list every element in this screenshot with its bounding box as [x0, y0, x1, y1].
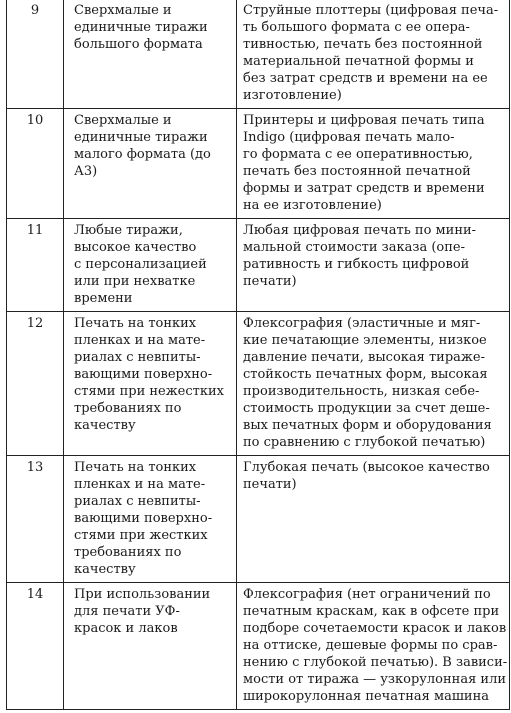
table-row: [7, 109, 510, 219]
condition-line: Любые тиражи,: [74, 223, 183, 238]
solution-line: без затрат средств и времени на ее: [243, 71, 488, 86]
solution-line: ративность и гибкость цифровой: [243, 257, 470, 272]
solution-line: вых печатных форм и оборудования: [243, 418, 492, 433]
solution-line: стоимость продукции за счет деше-: [243, 401, 490, 416]
solution-line: Принтеры и цифровая печать типа: [243, 113, 485, 128]
condition-line: риалах с невпиты-: [74, 350, 201, 365]
condition-line: А3): [74, 164, 98, 179]
condition-line: качеству: [74, 562, 136, 577]
table-row: [7, 583, 510, 710]
condition-line: высокое качество: [74, 240, 197, 255]
condition-line: времени: [74, 291, 133, 306]
solution-line: Флексография (нет ограничений по: [243, 587, 491, 602]
condition-line: единичные тиражи: [74, 20, 208, 35]
solution-line: широкорулонная печатная машина: [243, 689, 489, 704]
solution-line: мальной стоимости заказа (опе-: [243, 240, 465, 255]
condition-line: красок и лаков: [74, 621, 178, 636]
solution-cell: [237, 0, 510, 109]
condition-line: единичные тиражи: [74, 130, 208, 145]
condition-cell: [64, 109, 237, 219]
solution-line: на ее изготовление): [243, 198, 382, 213]
condition-line: При использовании: [74, 587, 211, 602]
condition-line: для печати УФ-: [74, 604, 180, 619]
solution-line: печати): [243, 477, 297, 492]
solution-line: печати): [243, 274, 297, 289]
condition-line: Печать на тонких: [74, 316, 197, 331]
row-number: 10: [7, 109, 64, 219]
condition-line: Сверхмалые и: [74, 3, 172, 18]
condition-line: пленках и на мате-: [74, 333, 206, 348]
condition-line: требованиях по: [74, 401, 182, 416]
solution-cell: [237, 109, 510, 219]
row-number: 12: [7, 312, 64, 456]
condition-cell: [64, 456, 237, 583]
solution-line: Флексография (эластичные и мяг-: [243, 316, 481, 331]
solution-cell: [237, 583, 510, 710]
solution-line: Любая цифровая печать по мини-: [243, 223, 477, 238]
solution-line: стойкость печатных форм, высокая: [243, 367, 488, 382]
condition-line: малого формата (до: [74, 147, 211, 162]
condition-cell: [64, 583, 237, 710]
solution-cell: [237, 456, 510, 583]
solution-line: мости от тиража — узкорулонная или: [243, 672, 507, 687]
condition-line: стями при жестких: [74, 528, 208, 543]
solution-line: кие печатающие элементы, низкое: [243, 333, 487, 348]
solution-line: нению с глубокой печатью). В зависи-: [243, 655, 508, 670]
condition-line: большого формата: [74, 37, 203, 52]
solution-line: подборе сочетаемости красок и лаков: [243, 621, 507, 636]
solution-line: по сравнению с глубокой печатью): [243, 435, 486, 450]
table-row: [7, 219, 510, 312]
condition-line: или при нехватке: [74, 274, 196, 289]
solution-line: го формата с ее оперативностью,: [243, 147, 473, 162]
row-number: 13: [7, 456, 64, 583]
condition-line: стями при нежестких: [74, 384, 224, 399]
row-number: 14: [7, 583, 64, 710]
condition-line: требованиях по: [74, 545, 182, 560]
printing-methods-table: [6, 0, 510, 710]
solution-line: тивностью, печать без постоянной: [243, 37, 483, 52]
solution-cell: [237, 219, 510, 312]
row-number: 9: [7, 0, 64, 109]
table-row: [7, 456, 510, 583]
solution-line: печать без постоянной печатной: [243, 164, 471, 179]
solution-line: на оттиске, дешевые формы по срав-: [243, 638, 498, 653]
condition-cell: [64, 0, 237, 109]
solution-line: ть большого формата с ее опера-: [243, 20, 470, 35]
condition-line: вающими поверхно-: [74, 367, 213, 382]
solution-line: Глубокая печать (высокое качество: [243, 460, 490, 475]
table-row: [7, 0, 510, 109]
condition-line: Печать на тонких: [74, 460, 197, 475]
condition-line: Сверхмалые и: [74, 113, 172, 128]
solution-line: печатным краскам, как в офсете при: [243, 604, 500, 619]
condition-cell: [64, 219, 237, 312]
condition-line: риалах с невпиты-: [74, 494, 201, 509]
solution-line: Indigo (цифровая печать мало-: [243, 130, 455, 145]
condition-cell: [64, 312, 237, 456]
condition-line: вающими поверхно-: [74, 511, 213, 526]
solution-line: формы и затрат средств и времени: [243, 181, 485, 196]
row-number: 11: [7, 219, 64, 312]
table-row: [7, 312, 510, 456]
condition-line: качеству: [74, 418, 136, 433]
solution-cell: [237, 312, 510, 456]
solution-line: изготовление): [243, 88, 342, 103]
condition-line: пленках и на мате-: [74, 477, 206, 492]
condition-line: с персонализацией: [74, 257, 207, 272]
solution-line: материальной печатной формы и: [243, 54, 474, 69]
solution-line: производительность, низкая себе-: [243, 384, 480, 399]
solution-line: давление печати, высокая тираже-: [243, 350, 485, 365]
solution-line: Струйные плоттеры (цифровая печа-: [243, 3, 499, 18]
